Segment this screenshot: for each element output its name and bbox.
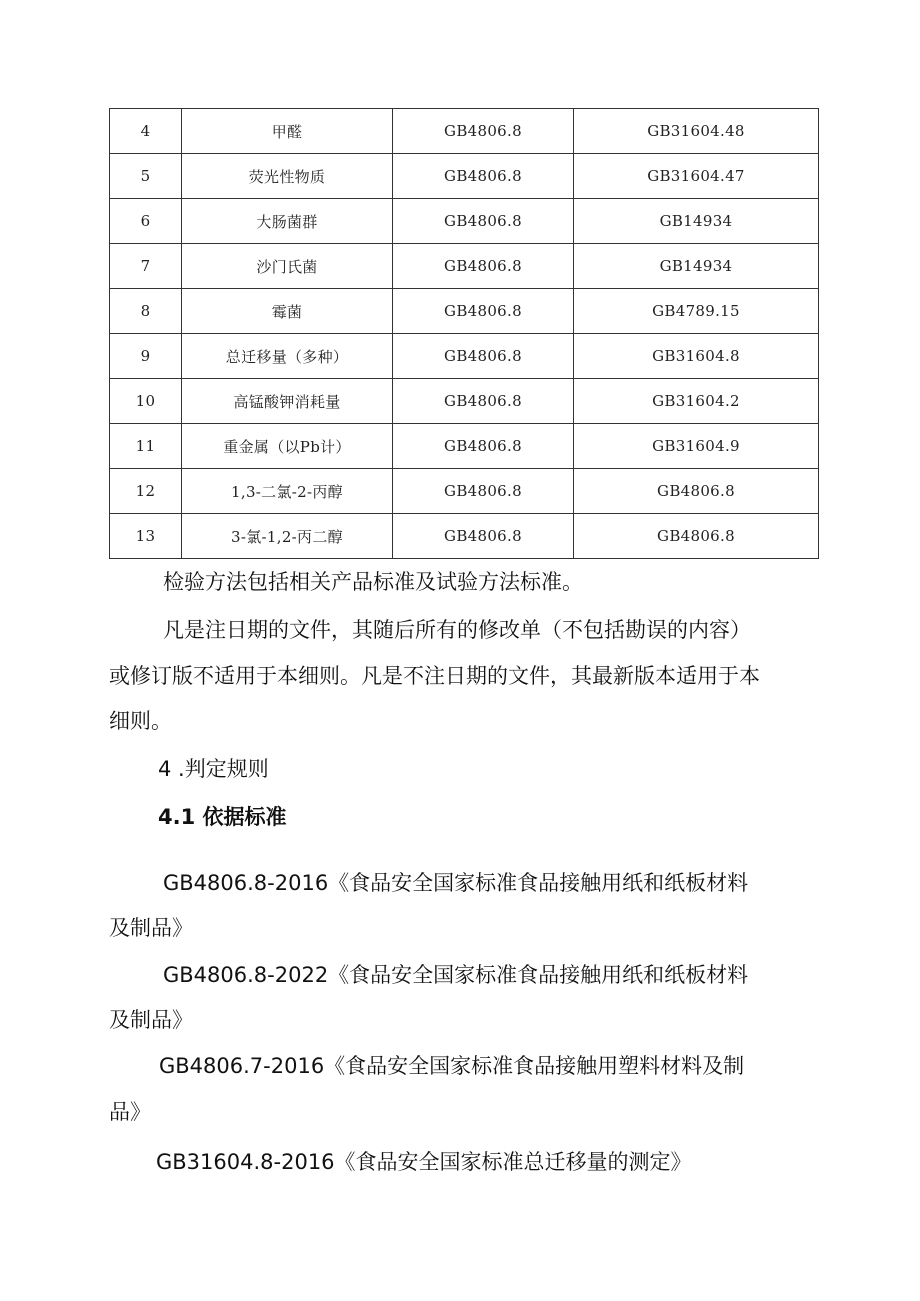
reference-2-line-1: GB4806.8-2022《食品安全国家标准食品接触用纸和纸板材料 — [163, 963, 749, 987]
test-method-cell: GB31604.8 — [574, 334, 819, 379]
test-method-cell: GB14934 — [574, 199, 819, 244]
row-number-cell: 10 — [110, 379, 182, 424]
judgment-standard-cell: GB4806.8 — [393, 379, 574, 424]
judgment-standard-cell: GB4806.8 — [393, 244, 574, 289]
test-method-cell: GB14934 — [574, 244, 819, 289]
test-item-cell: 荧光性物质 — [182, 154, 393, 199]
row-number-cell: 13 — [110, 514, 182, 559]
dated-docs-line-3: 细则。 — [109, 709, 172, 733]
judgment-standard-cell: GB4806.8 — [393, 199, 574, 244]
test-item-cell: 甲醛 — [182, 109, 393, 154]
test-item-cell: 大肠菌群 — [182, 199, 393, 244]
judgment-standard-cell: GB4806.8 — [393, 109, 574, 154]
test-item-cell: 高锰酸钾消耗量 — [182, 379, 393, 424]
judgment-standard-cell: GB4806.8 — [393, 424, 574, 469]
row-number-cell: 12 — [110, 469, 182, 514]
table-row — [110, 199, 819, 244]
test-item-cell: 总迁移量（多种） — [182, 334, 393, 379]
judgment-standard-cell: GB4806.8 — [393, 289, 574, 334]
table-row — [110, 109, 819, 154]
table-row — [110, 469, 819, 514]
dated-docs-line-2: 或修订版不适用于本细则。凡是不注日期的文件，其最新版本适用于本 — [109, 664, 760, 688]
table-row — [110, 334, 819, 379]
table-row — [110, 379, 819, 424]
section-4-heading: 4 .判定规则 — [158, 757, 269, 781]
test-method-cell: GB31604.48 — [574, 109, 819, 154]
reference-1-line-1: GB4806.8-2016《食品安全国家标准食品接触用纸和纸板材料 — [163, 871, 749, 895]
reference-2-line-2: 及制品》 — [109, 1008, 193, 1032]
judgment-standard-cell: GB4806.8 — [393, 514, 574, 559]
test-item-cell: 3-氯-1,2-丙二醇 — [182, 514, 393, 559]
judgment-standard-cell: GB4806.8 — [393, 334, 574, 379]
table-row — [110, 289, 819, 334]
reference-1-line-2: 及制品》 — [109, 916, 193, 940]
table-row — [110, 514, 819, 559]
row-number-cell: 6 — [110, 199, 182, 244]
dated-docs-line-1: 凡是注日期的文件，其随后所有的修改单（不包括勘误的内容） — [163, 618, 751, 642]
test-method-cell: GB4806.8 — [574, 514, 819, 559]
row-number-cell: 9 — [110, 334, 182, 379]
section-4-1-heading: 4.1 依据标准 — [158, 805, 287, 829]
reference-3-line-1: GB4806.7-2016《食品安全国家标准食品接触用塑料材料及制 — [159, 1054, 745, 1078]
test-item-cell: 重金属（以Pb计） — [182, 424, 393, 469]
test-method-cell: GB4806.8 — [574, 469, 819, 514]
table-row — [110, 244, 819, 289]
table-row — [110, 154, 819, 199]
judgment-standard-cell: GB4806.8 — [393, 154, 574, 199]
judgment-standard-cell: GB4806.8 — [393, 469, 574, 514]
test-item-cell: 沙门氏菌 — [182, 244, 393, 289]
row-number-cell: 8 — [110, 289, 182, 334]
row-number-cell: 4 — [110, 109, 182, 154]
row-number-cell: 7 — [110, 244, 182, 289]
test-items-table — [109, 108, 819, 559]
row-number-cell: 11 — [110, 424, 182, 469]
reference-4-line-1: GB31604.8-2016《食品安全国家标准总迁移量的测定》 — [156, 1150, 692, 1174]
test-method-cell: GB4789.15 — [574, 289, 819, 334]
table-row — [110, 424, 819, 469]
reference-3-line-2: 品》 — [109, 1100, 151, 1124]
test-method-cell: GB31604.2 — [574, 379, 819, 424]
test-method-cell: GB31604.47 — [574, 154, 819, 199]
row-number-cell: 5 — [110, 154, 182, 199]
test-method-cell: GB31604.9 — [574, 424, 819, 469]
test-item-cell: 霉菌 — [182, 289, 393, 334]
test-item-cell: 1,3-二氯-2-丙醇 — [182, 469, 393, 514]
methods-note: 检验方法包括相关产品标准及试验方法标准。 — [163, 570, 583, 594]
